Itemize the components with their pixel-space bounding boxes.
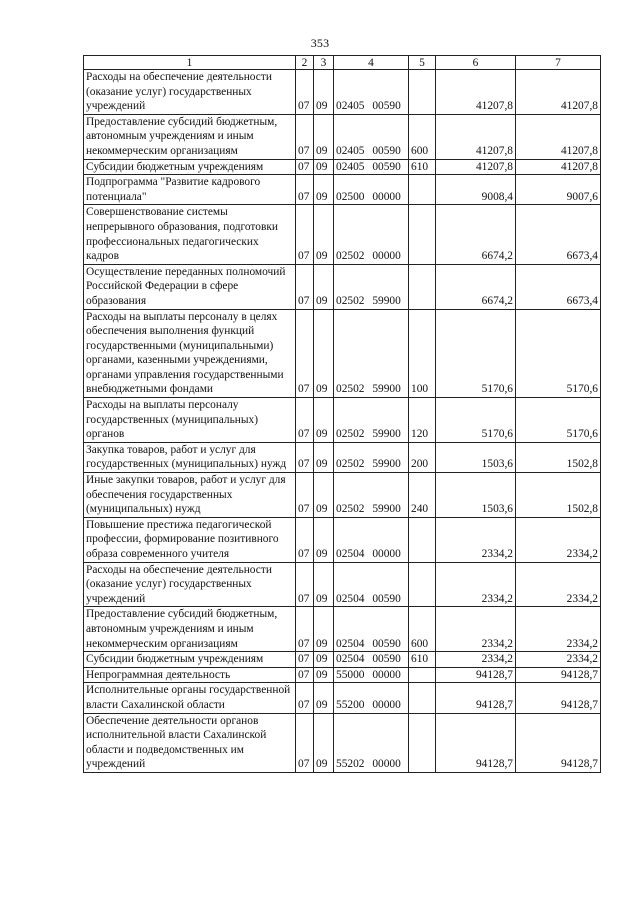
header-col-6: 6 <box>436 56 516 70</box>
subsection-code: 09 <box>314 607 334 652</box>
header-col-7: 7 <box>516 56 601 70</box>
header-col-5: 5 <box>409 56 436 70</box>
target-article-code: 55202 00000 <box>334 713 409 772</box>
table-row <box>84 205 601 264</box>
amount-col-7: 2334,2 <box>516 607 601 652</box>
table-row <box>84 398 601 443</box>
target-article-code: 02405 00590 <box>334 159 409 175</box>
section-code: 07 <box>296 607 314 652</box>
section-code: 07 <box>296 517 314 562</box>
subsection-code: 09 <box>314 517 334 562</box>
target-article-code: 02502 59900 <box>334 398 409 443</box>
expense-type-code: 240 <box>409 473 436 518</box>
target-article-code: 55200 00000 <box>334 683 409 713</box>
target-article-code: 55000 00000 <box>334 667 409 683</box>
amount-col-6: 1503,6 <box>436 442 516 472</box>
section-code: 07 <box>296 70 314 115</box>
expense-type-code <box>409 562 436 607</box>
amount-col-7: 9007,6 <box>516 175 601 205</box>
section-code: 07 <box>296 683 314 713</box>
header-col-4: 4 <box>334 56 409 70</box>
expense-name: Исполнительные органы государственной власти Сахалинской области <box>84 683 296 713</box>
table-row <box>84 114 601 159</box>
table-row <box>84 264 601 309</box>
target-article-code: 02502 00000 <box>334 205 409 264</box>
table-row <box>84 70 601 115</box>
expense-type-code: 610 <box>409 652 436 668</box>
expense-name: Повышение престижа педагогической профессии, формирование позитивного образа современного учителя <box>84 517 296 562</box>
subsection-code: 09 <box>314 175 334 205</box>
table-row <box>84 652 601 668</box>
target-article-code: 02504 00000 <box>334 517 409 562</box>
expense-name: Обеспечение деятельности органов исполнительной власти Сахалинской области и подведомственных им учреждений <box>84 713 296 772</box>
expense-name: Субсидии бюджетным учреждениям <box>84 159 296 175</box>
table-header <box>84 56 601 70</box>
table-row <box>84 607 601 652</box>
table-row <box>84 683 601 713</box>
subsection-code: 09 <box>314 159 334 175</box>
expense-type-code <box>409 205 436 264</box>
expense-type-code: 100 <box>409 309 436 398</box>
amount-col-6: 2334,2 <box>436 607 516 652</box>
target-article-code: 02504 00590 <box>334 562 409 607</box>
amount-col-6: 41207,8 <box>436 70 516 115</box>
table-row <box>84 562 601 607</box>
amount-col-6: 6674,2 <box>436 205 516 264</box>
amount-col-7: 41207,8 <box>516 114 601 159</box>
expense-name: Расходы на обеспечение деятельности (оказание услуг) государственных учреждений <box>84 562 296 607</box>
subsection-code: 09 <box>314 652 334 668</box>
table-row <box>84 667 601 683</box>
amount-col-6: 5170,6 <box>436 398 516 443</box>
subsection-code: 09 <box>314 309 334 398</box>
expense-type-code: 200 <box>409 442 436 472</box>
amount-col-7: 6673,4 <box>516 205 601 264</box>
table-body <box>84 70 601 773</box>
amount-col-6: 94128,7 <box>436 683 516 713</box>
section-code: 07 <box>296 562 314 607</box>
page-number: 353 <box>310 36 330 50</box>
expense-type-code: 600 <box>409 114 436 159</box>
amount-col-6: 41207,8 <box>436 159 516 175</box>
subsection-code: 09 <box>314 205 334 264</box>
table-row <box>84 713 601 772</box>
amount-col-6: 2334,2 <box>436 652 516 668</box>
section-code: 07 <box>296 114 314 159</box>
budget-table <box>83 55 601 773</box>
expense-name: Субсидии бюджетным учреждениям <box>84 652 296 668</box>
expense-name: Расходы на выплаты персоналу государственных (муниципальных) органов <box>84 398 296 443</box>
table-row <box>84 473 601 518</box>
amount-col-6: 41207,8 <box>436 114 516 159</box>
subsection-code: 09 <box>314 264 334 309</box>
subsection-code: 09 <box>314 398 334 443</box>
amount-col-6: 2334,2 <box>436 562 516 607</box>
subsection-code: 09 <box>314 713 334 772</box>
amount-col-6: 94128,7 <box>436 667 516 683</box>
amount-col-7: 1502,8 <box>516 442 601 472</box>
amount-col-7: 6673,4 <box>516 264 601 309</box>
amount-col-7: 1502,8 <box>516 473 601 518</box>
amount-col-7: 5170,6 <box>516 398 601 443</box>
amount-col-6: 94128,7 <box>436 713 516 772</box>
section-code: 07 <box>296 175 314 205</box>
expense-name: Подпрограмма "Развитие кадрового потенциала" <box>84 175 296 205</box>
table-row <box>84 309 601 398</box>
expense-name: Осуществление переданных полномочий Российской Федерации в сфере образования <box>84 264 296 309</box>
amount-col-7: 2334,2 <box>516 517 601 562</box>
expense-type-code <box>409 70 436 115</box>
amount-col-6: 5170,6 <box>436 309 516 398</box>
amount-col-7: 94128,7 <box>516 713 601 772</box>
amount-col-7: 94128,7 <box>516 683 601 713</box>
expense-name: Закупка товаров, работ и услуг для государственных (муниципальных) нужд <box>84 442 296 472</box>
subsection-code: 09 <box>314 442 334 472</box>
expense-type-code <box>409 667 436 683</box>
header-col-1: 1 <box>84 56 296 70</box>
section-code: 07 <box>296 713 314 772</box>
target-article-code: 02502 59900 <box>334 264 409 309</box>
section-code: 07 <box>296 398 314 443</box>
target-article-code: 02502 59900 <box>334 309 409 398</box>
expense-name: Иные закупки товаров, работ и услуг для обеспечения государственных (муниципальных) нужд <box>84 473 296 518</box>
header-col-2: 2 <box>296 56 314 70</box>
subsection-code: 09 <box>314 683 334 713</box>
header-col-3: 3 <box>314 56 334 70</box>
amount-col-7: 41207,8 <box>516 70 601 115</box>
expense-type-code: 610 <box>409 159 436 175</box>
table-row <box>84 159 601 175</box>
section-code: 07 <box>296 205 314 264</box>
amount-col-6: 9008,4 <box>436 175 516 205</box>
section-code: 07 <box>296 264 314 309</box>
amount-col-7: 2334,2 <box>516 562 601 607</box>
target-article-code: 02502 59900 <box>334 442 409 472</box>
expense-name: Предоставление субсидий бюджетным, автономным учреждениям и иным некоммерческим организациям <box>84 114 296 159</box>
target-article-code: 02405 00590 <box>334 114 409 159</box>
expense-name: Совершенствование системы непрерывного образования, подготовки профессиональных педагогических кадров <box>84 205 296 264</box>
amount-col-7: 2334,2 <box>516 652 601 668</box>
section-code: 07 <box>296 442 314 472</box>
amount-col-6: 6674,2 <box>436 264 516 309</box>
section-code: 07 <box>296 159 314 175</box>
subsection-code: 09 <box>314 114 334 159</box>
section-code: 07 <box>296 667 314 683</box>
section-code: 07 <box>296 473 314 518</box>
section-code: 07 <box>296 652 314 668</box>
table-row <box>84 175 601 205</box>
expense-type-code <box>409 713 436 772</box>
amount-col-6: 2334,2 <box>436 517 516 562</box>
expense-type-code <box>409 683 436 713</box>
subsection-code: 09 <box>314 473 334 518</box>
section-code: 07 <box>296 309 314 398</box>
header-row <box>84 56 601 70</box>
target-article-code: 02504 00590 <box>334 652 409 668</box>
expense-name: Расходы на обеспечение деятельности (оказание услуг) государственных учреждений <box>84 70 296 115</box>
amount-col-7: 5170,6 <box>516 309 601 398</box>
target-article-code: 02500 00000 <box>334 175 409 205</box>
amount-col-7: 94128,7 <box>516 667 601 683</box>
amount-col-7: 41207,8 <box>516 159 601 175</box>
target-article-code: 02502 59900 <box>334 473 409 518</box>
table-row <box>84 517 601 562</box>
amount-col-6: 1503,6 <box>436 473 516 518</box>
expense-type-code <box>409 517 436 562</box>
expense-type-code <box>409 264 436 309</box>
expense-name: Расходы на выплаты персоналу в целях обеспечения выполнения функций государственными (муниципальными) органами, казенными учреждениями, органами управления государственными внебюджетными фондами <box>84 309 296 398</box>
table-row <box>84 442 601 472</box>
target-article-code: 02405 00590 <box>334 70 409 115</box>
subsection-code: 09 <box>314 70 334 115</box>
target-article-code: 02504 00590 <box>334 607 409 652</box>
expense-type-code: 600 <box>409 607 436 652</box>
expense-name: Непрограммная деятельность <box>84 667 296 683</box>
subsection-code: 09 <box>314 667 334 683</box>
subsection-code: 09 <box>314 562 334 607</box>
expense-name: Предоставление субсидий бюджетным, автономным учреждениям и иным некоммерческим организациям <box>84 607 296 652</box>
expense-type-code <box>409 175 436 205</box>
expense-type-code: 120 <box>409 398 436 443</box>
